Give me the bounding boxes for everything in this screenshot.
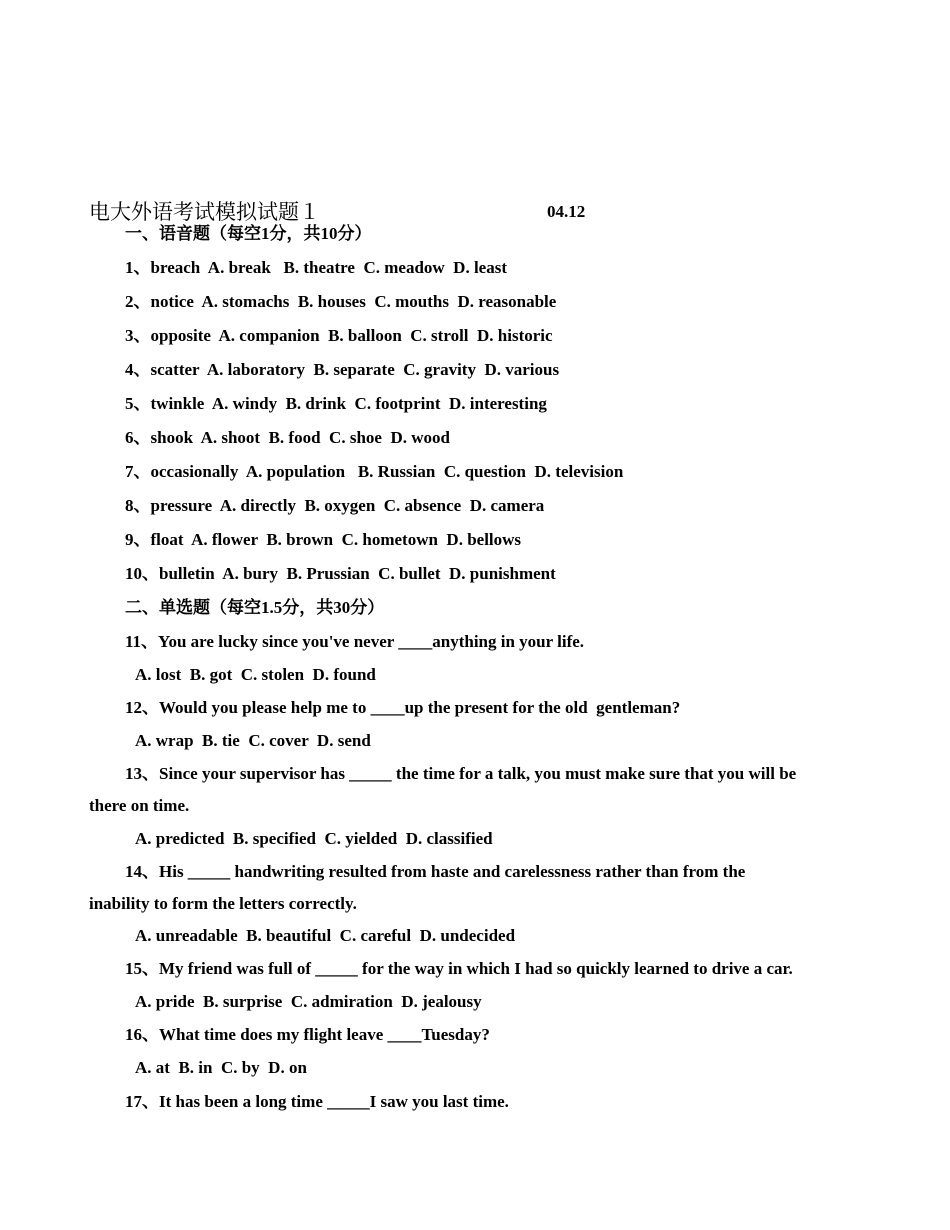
question-14-stem-continued: inability to form the letters correctly. [89,894,357,913]
question-11-options: A. lost B. got C. stolen D. found [135,665,376,684]
phonetics-item-7: 7、occasionally A. population B. Russian C. question D. television [125,462,624,481]
phonetics-item-2: 2、notice A. stomachs B. houses C. mouths D. reasonable [125,292,557,311]
question-14-stem: 14、His _____ handwriting resulted from haste and carelessness rather than from the [125,862,746,881]
document-title: 电大外语考试模拟试题１ [89,200,320,224]
question-16-stem: 16、What time does my flight leave ____Tuesday? [125,1025,490,1044]
phonetics-item-10: 10、bulletin A. bury B. Prussian C. bullet D. punishment [125,564,556,583]
question-13-options: A. predicted B. specified C. yielded D. classified [135,829,493,848]
phonetics-item-3: 3、opposite A. companion B. balloon C. stroll D. historic [125,326,553,345]
question-12-stem: 12、Would you please help me to ____up the present for the old gentleman? [125,698,681,717]
phonetics-item-5: 5、twinkle A. windy B. drink C. footprint D. interesting [125,394,547,413]
title-line [89,196,869,224]
question-13-stem-continued: there on time. [89,796,190,815]
phonetics-item-8: 8、pressure A. directly B. oxygen C. absence D. camera [125,496,545,515]
document-date: 04.12 [547,202,586,221]
question-11-stem: 11、You are lucky since you've never ____anything in your life. [125,632,585,651]
phonetics-item-1: 1、breach A. break B. theatre C. meadow D. least [125,258,508,277]
phonetics-item-6: 6、shook A. shoot B. food C. shoe D. wood [125,428,450,447]
phonetics-item-4: 4、scatter A. laboratory B. separate C. gravity D. various [125,360,560,379]
question-16-options: A. at B. in C. by D. on [135,1058,307,1077]
section-2-heading: 二、单选题（每空1.5分，共30分） [125,598,385,617]
question-15-options: A. pride B. surprise C. admiration D. jealousy [135,992,482,1011]
question-15-stem: 15、My friend was full of _____ for the way in which I had so quickly learned to drive a car. [125,959,793,978]
question-14-options: A. unreadable B. beautiful C. careful D. undecided [135,926,516,945]
question-13-stem: 13、Since your supervisor has _____ the time for a talk, you must make sure that you will be [125,764,797,783]
question-12-options: A. wrap B. tie C. cover D. send [135,731,371,750]
phonetics-item-9: 9、float A. flower B. brown C. hometown D. bellows [125,530,522,549]
section-1-heading: 一、语音题（每空1分，共10分） [125,224,372,243]
question-17-stem: 17、It has been a long time _____I saw you last time. [125,1092,509,1111]
